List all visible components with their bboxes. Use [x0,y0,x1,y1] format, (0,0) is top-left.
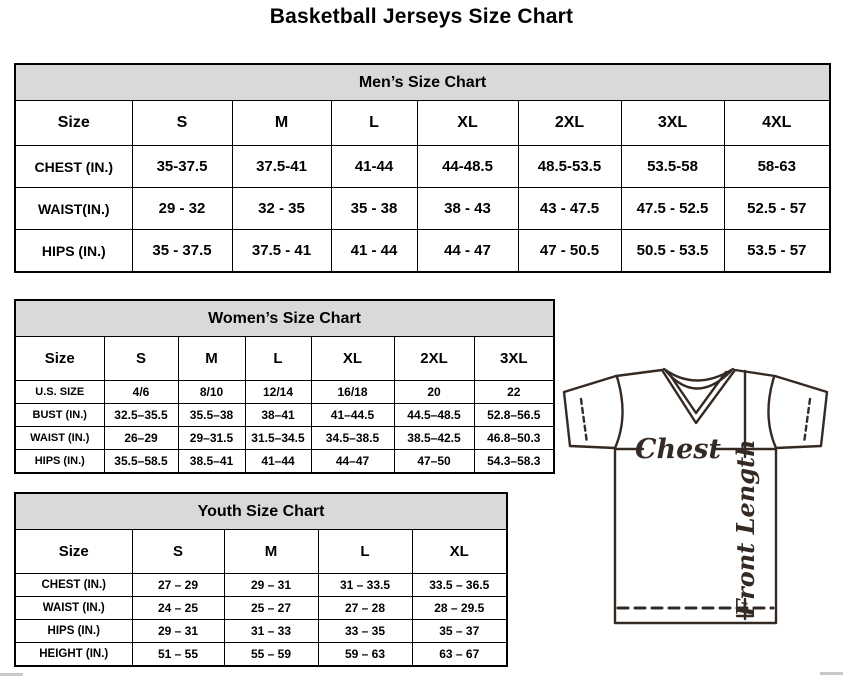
youth-size-header-row [15,530,507,574]
size-value: 29 – 31 [132,620,224,643]
size-value: 54.3–58.3 [474,450,554,474]
womens-size-header-row [15,337,554,381]
size-col-header: S [132,530,224,574]
size-value: 32.5–35.5 [104,404,178,427]
row-label: BUST (IN.) [15,404,104,427]
size-col-header: L [245,337,311,381]
size-value: 41–44 [245,450,311,474]
size-col-header: XL [417,101,518,146]
mens-table-title: Men’s Size Chart [15,64,830,101]
row-label: WAIST (IN.) [15,597,132,620]
chest-label: Chest [635,434,721,465]
row-label: HEIGHT (IN.) [15,643,132,667]
womens-bust-row [15,404,554,427]
size-value: 35 – 37 [412,620,507,643]
size-value: 48.5-53.5 [518,146,621,188]
size-value: 44.5–48.5 [394,404,474,427]
youth-hips-row [15,620,507,643]
size-value: 26–29 [104,427,178,450]
jersey-right-armhole-seam [768,377,776,448]
mens-chest-row [15,146,830,188]
size-value: 38.5–41 [178,450,245,474]
size-col-header: L [318,530,412,574]
size-value: 20 [394,381,474,404]
size-col-header: XL [412,530,507,574]
mens-table-title-row [15,64,830,101]
size-value: 37.5 - 41 [232,230,331,273]
row-label: CHEST (IN.) [15,574,132,597]
size-value: 51 – 55 [132,643,224,667]
size-value: 25 – 27 [224,597,318,620]
youth-height-row [15,643,507,667]
row-label: HIPS (IN.) [15,450,104,474]
mens-size-header-row [15,101,830,146]
front-length-label: Front Length [731,439,760,617]
size-value: 31 – 33 [224,620,318,643]
size-value: 22 [474,381,554,404]
size-value: 55 – 59 [224,643,318,667]
mens-size-table [14,63,831,273]
row-label: WAIST (IN.) [15,427,104,450]
size-value: 35 - 37.5 [132,230,232,273]
size-column-label: Size [15,101,132,146]
youth-table-title-row [15,493,507,530]
size-value: 47 - 50.5 [518,230,621,273]
size-col-header: L [331,101,417,146]
size-value: 58-63 [724,146,830,188]
scrollbar-fragment-right [820,672,843,675]
size-col-header: S [104,337,178,381]
womens-table-title: Women’s Size Chart [15,300,554,337]
size-value: 35.5–38 [178,404,245,427]
size-value: 31.5–34.5 [245,427,311,450]
size-value: 44–47 [311,450,394,474]
size-column-label: Size [15,530,132,574]
size-value: 31 – 33.5 [318,574,412,597]
size-value: 41 - 44 [331,230,417,273]
size-value: 24 – 25 [132,597,224,620]
size-value: 50.5 - 53.5 [621,230,724,273]
row-label: WAIST(IN.) [15,188,132,230]
size-value: 32 - 35 [232,188,331,230]
jersey-left-armhole-seam [615,377,623,448]
youth-waist-row [15,597,507,620]
size-col-header: S [132,101,232,146]
size-value: 59 – 63 [318,643,412,667]
page-title: Basketball Jerseys Size Chart [269,5,574,28]
youth-size-table [14,492,508,667]
size-col-header: 4XL [724,101,830,146]
size-value: 27 – 28 [318,597,412,620]
size-value: 37.5-41 [232,146,331,188]
size-value: 38 - 43 [417,188,518,230]
size-value: 38.5–42.5 [394,427,474,450]
size-value: 43 - 47.5 [518,188,621,230]
size-value: 4/6 [104,381,178,404]
size-col-header: M [224,530,318,574]
size-value: 44 - 47 [417,230,518,273]
size-col-header: M [178,337,245,381]
size-value: 52.5 - 57 [724,188,830,230]
size-column-label: Size [15,337,104,381]
size-value: 35.5–58.5 [104,450,178,474]
size-value: 28 – 29.5 [412,597,507,620]
size-value: 35-37.5 [132,146,232,188]
row-label: U.S. SIZE [15,381,104,404]
size-value: 8/10 [178,381,245,404]
womens-us-size-row [15,381,554,404]
mens-waist-row [15,188,830,230]
size-value: 35 - 38 [331,188,417,230]
size-col-header: 2XL [518,101,621,146]
size-col-header: XL [311,337,394,381]
mens-hips-row [15,230,830,273]
womens-size-table [14,299,555,474]
youth-chest-row [15,574,507,597]
womens-hips-row [15,450,554,474]
jersey-right-cuff-dashed-line [804,399,810,443]
size-col-header: 3XL [621,101,724,146]
size-value: 33.5 – 36.5 [412,574,507,597]
size-value: 29–31.5 [178,427,245,450]
womens-table-title-row [15,300,554,337]
size-value: 47–50 [394,450,474,474]
size-value: 33 – 35 [318,620,412,643]
size-value: 53.5-58 [621,146,724,188]
row-label: HIPS (IN.) [15,230,132,273]
womens-waist-row [15,427,554,450]
row-label: HIPS (IN.) [15,620,132,643]
size-value: 27 – 29 [132,574,224,597]
size-value: 38–41 [245,404,311,427]
jersey-measurement-diagram [554,356,838,658]
scrollbar-fragment-left [0,673,23,676]
size-value: 44-48.5 [417,146,518,188]
row-label: CHEST (IN.) [15,146,132,188]
size-col-header: M [232,101,331,146]
size-value: 16/18 [311,381,394,404]
jersey-left-cuff-dashed-line [581,399,587,443]
size-value: 29 - 32 [132,188,232,230]
size-value: 29 – 31 [224,574,318,597]
size-value: 41-44 [331,146,417,188]
size-value: 46.8–50.3 [474,427,554,450]
size-value: 53.5 - 57 [724,230,830,273]
youth-table-title: Youth Size Chart [15,493,507,530]
size-col-header: 2XL [394,337,474,381]
size-value: 41–44.5 [311,404,394,427]
size-value: 47.5 - 52.5 [621,188,724,230]
jersey-outline [564,370,827,623]
size-value: 52.8–56.5 [474,404,554,427]
size-value: 63 – 67 [412,643,507,667]
size-value: 34.5–38.5 [311,427,394,450]
size-col-header: 3XL [474,337,554,381]
size-value: 12/14 [245,381,311,404]
